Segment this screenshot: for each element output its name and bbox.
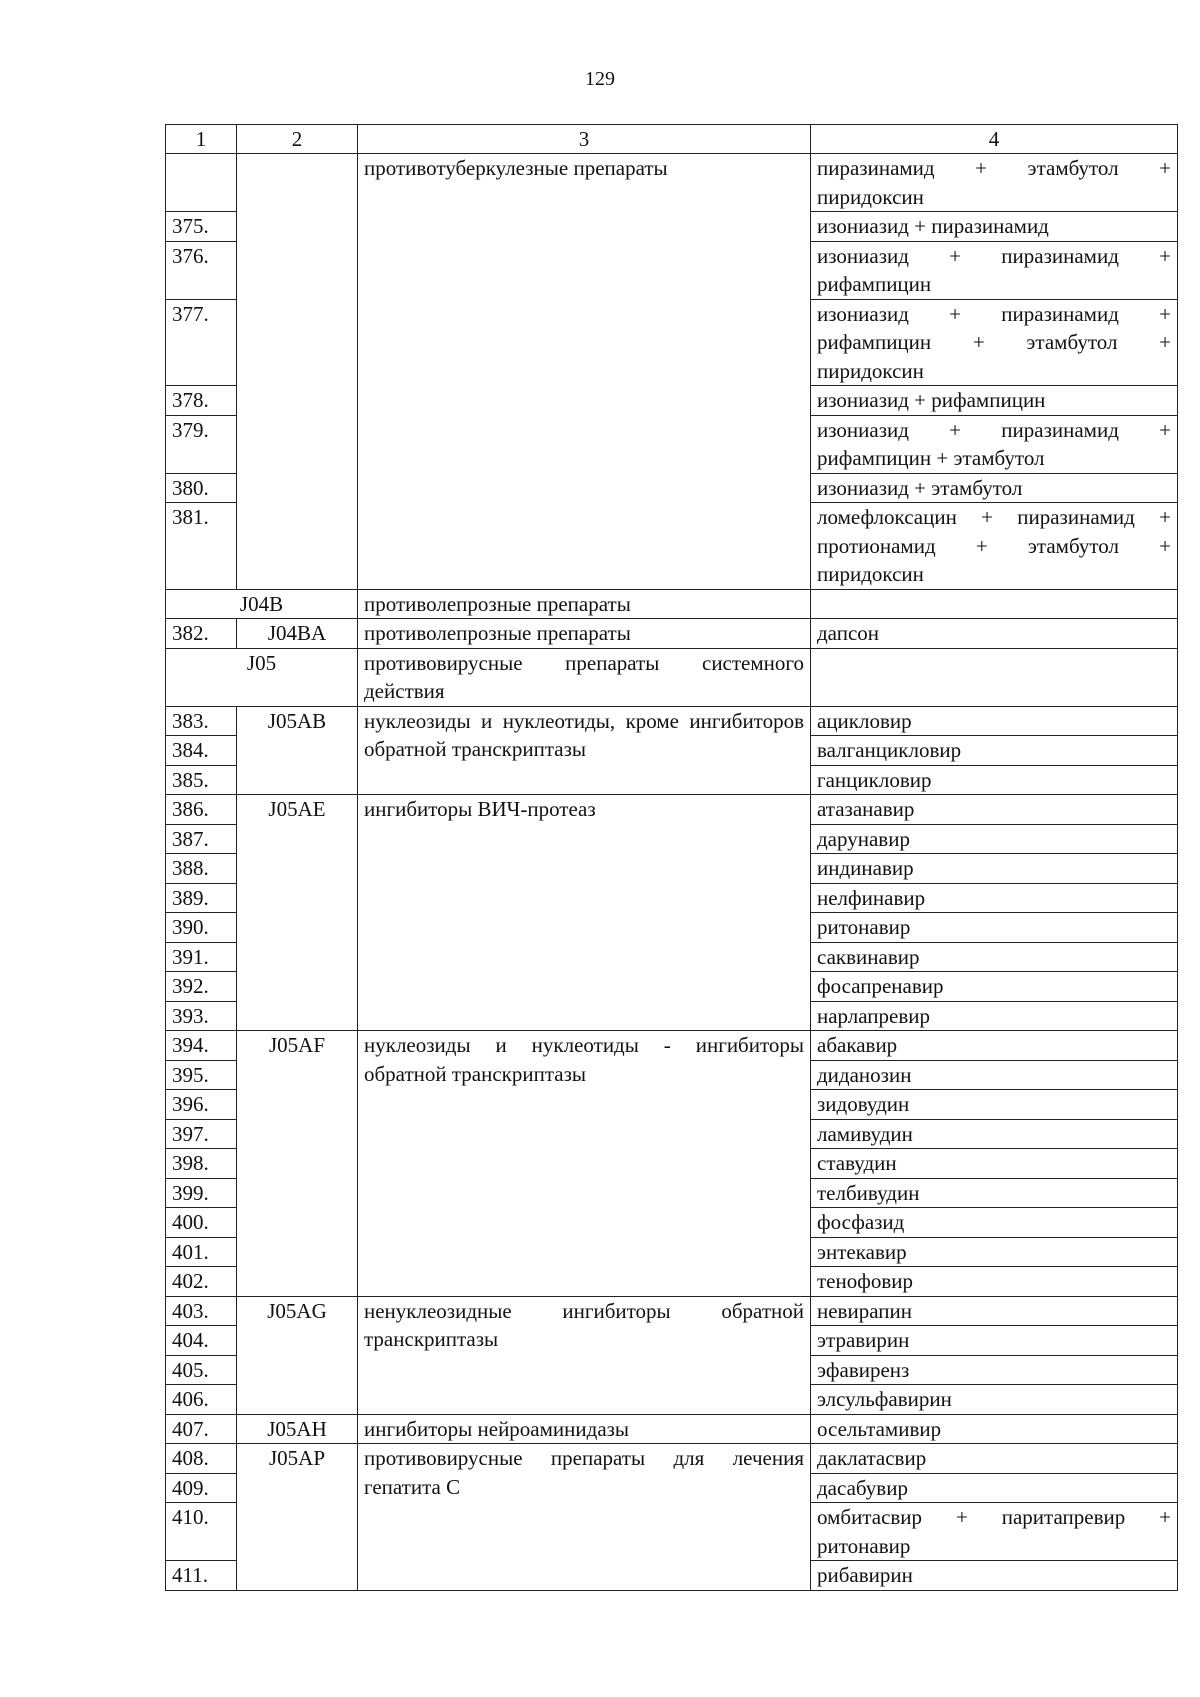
row-number: 378. bbox=[166, 386, 237, 416]
row-number: 381. bbox=[166, 503, 237, 590]
row-number: 388. bbox=[166, 854, 237, 884]
drug-cell: телбивудин bbox=[811, 1178, 1178, 1208]
drug-cell: ацикловир bbox=[811, 706, 1178, 736]
row-number: 402. bbox=[166, 1267, 237, 1297]
drug-cell: невирапин bbox=[811, 1296, 1178, 1326]
drug-cell: даклатасвир bbox=[811, 1444, 1178, 1474]
row-number: 407. bbox=[166, 1414, 237, 1444]
group-row bbox=[166, 589, 1178, 619]
row-number: 410. bbox=[166, 1503, 237, 1561]
group-code-cell: J05AH bbox=[237, 1414, 358, 1444]
group-code-cell: J05AF bbox=[237, 1031, 358, 1297]
row-number: 376. bbox=[166, 241, 237, 299]
group-desc-cell: нуклеозиды и нуклеотиды - ингибиторы обратной транскриптазы bbox=[358, 1031, 811, 1297]
group-desc-cell: противовирусные препараты системного действия bbox=[358, 648, 811, 706]
row-number: 405. bbox=[166, 1355, 237, 1385]
drug-cell: изониазид + рифампицин bbox=[811, 386, 1178, 416]
row-number: 387. bbox=[166, 824, 237, 854]
drug-cell: эфавиренз bbox=[811, 1355, 1178, 1385]
row-number: 392. bbox=[166, 972, 237, 1002]
group-desc-cell: противолепрозные препараты bbox=[358, 619, 811, 649]
drug-cell: ганцикловир bbox=[811, 765, 1178, 795]
drug-cell: рибавирин bbox=[811, 1561, 1178, 1591]
group-desc-cell: ненуклеозидные ингибиторы обратной транскриптазы bbox=[358, 1296, 811, 1414]
drug-cell: диданозин bbox=[811, 1060, 1178, 1090]
group-desc-cell: противотуберкулезные препараты bbox=[358, 154, 811, 590]
group-row bbox=[166, 648, 1178, 706]
drug-cell: ставудин bbox=[811, 1149, 1178, 1179]
row-number: 384. bbox=[166, 736, 237, 766]
header-col-3: 3 bbox=[358, 125, 811, 154]
row-number: 398. bbox=[166, 1149, 237, 1179]
group-desc-cell: ингибиторы нейроаминидазы bbox=[358, 1414, 811, 1444]
drug-cell: изониазид + пиразинамид bbox=[811, 212, 1178, 242]
drug-cell: тенофовир bbox=[811, 1267, 1178, 1297]
row-number: 380. bbox=[166, 473, 237, 503]
drug-cell: индинавир bbox=[811, 854, 1178, 884]
drug-cell: ритонавир bbox=[811, 913, 1178, 943]
drug-cell: дапсон bbox=[811, 619, 1178, 649]
drug-cell: элсульфавирин bbox=[811, 1385, 1178, 1415]
drug-cell: осельтамивир bbox=[811, 1414, 1178, 1444]
drug-cell: зидовудин bbox=[811, 1090, 1178, 1120]
header-col-2: 2 bbox=[237, 125, 358, 154]
group-desc-cell: противолепрозные препараты bbox=[358, 589, 811, 619]
row-number: 404. bbox=[166, 1326, 237, 1356]
drug-cell: пиразинамид + этамбутол + пиридоксин bbox=[811, 154, 1178, 212]
row-number: 391. bbox=[166, 942, 237, 972]
row-number: 411. bbox=[166, 1561, 237, 1591]
group-desc-cell: ингибиторы ВИЧ-протеаз bbox=[358, 795, 811, 1031]
drug-cell: дарунавир bbox=[811, 824, 1178, 854]
row-number: 406. bbox=[166, 1385, 237, 1415]
table-row bbox=[166, 619, 1178, 649]
table-row bbox=[166, 1444, 1178, 1474]
row-number: 395. bbox=[166, 1060, 237, 1090]
drug-cell: ломефлоксацин + пиразинамид + протионамид + этамбутол + пиридоксин bbox=[811, 503, 1178, 590]
table-row bbox=[166, 795, 1178, 825]
group-code-cell bbox=[237, 154, 358, 590]
row-number: 386. bbox=[166, 795, 237, 825]
header-col-1: 1 bbox=[166, 125, 237, 154]
row-number: 377. bbox=[166, 299, 237, 386]
table-row bbox=[166, 1414, 1178, 1444]
drug-cell: фосапренавир bbox=[811, 972, 1178, 1002]
group-code-cell: J05AE bbox=[237, 795, 358, 1031]
group-code-cell: J05AP bbox=[237, 1444, 358, 1591]
drug-cell: ламивудин bbox=[811, 1119, 1178, 1149]
row-number: 383. bbox=[166, 706, 237, 736]
drug-table bbox=[165, 124, 1178, 1591]
row-number: 403. bbox=[166, 1296, 237, 1326]
drug-cell: энтекавир bbox=[811, 1237, 1178, 1267]
drug-cell: изониазид + пиразинамид + рифампицин + этамбутол + пиридоксин bbox=[811, 299, 1178, 386]
row-number: 400. bbox=[166, 1208, 237, 1238]
group-code-cell: J05AB bbox=[237, 706, 358, 795]
drug-cell: нарлапревир bbox=[811, 1001, 1178, 1031]
group-code-cell: J05 bbox=[166, 648, 358, 706]
group-code-cell: J04BA bbox=[237, 619, 358, 649]
drug-cell: изониазид + пиразинамид + рифампицин bbox=[811, 241, 1178, 299]
row-number: 401. bbox=[166, 1237, 237, 1267]
drug-cell: абакавир bbox=[811, 1031, 1178, 1061]
row-number: 389. bbox=[166, 883, 237, 913]
drug-cell: атазанавир bbox=[811, 795, 1178, 825]
table-header-row bbox=[166, 125, 1178, 154]
table-row bbox=[166, 706, 1178, 736]
drug-cell: омбитасвир + паритапревир + ритонавир bbox=[811, 1503, 1178, 1561]
page-number: 129 bbox=[585, 68, 615, 90]
row-number: 375. bbox=[166, 212, 237, 242]
row-number: 396. bbox=[166, 1090, 237, 1120]
header-col-4: 4 bbox=[811, 125, 1178, 154]
row-number: 394. bbox=[166, 1031, 237, 1061]
drug-cell: этравирин bbox=[811, 1326, 1178, 1356]
drug-cell: изониазид + этамбутол bbox=[811, 473, 1178, 503]
row-number: 408. bbox=[166, 1444, 237, 1474]
table-row bbox=[166, 1296, 1178, 1326]
group-desc-cell: противовирусные препараты для лечения гепатита С bbox=[358, 1444, 811, 1591]
drug-cell: нелфинавир bbox=[811, 883, 1178, 913]
row-number: 393. bbox=[166, 1001, 237, 1031]
row-number: 379. bbox=[166, 415, 237, 473]
drug-cell: валганцикловир bbox=[811, 736, 1178, 766]
row-number: 409. bbox=[166, 1473, 237, 1503]
group-desc-cell: нуклеозиды и нуклеотиды, кроме ингибиторов обратной транскриптазы bbox=[358, 706, 811, 795]
drug-cell: дасабувир bbox=[811, 1473, 1178, 1503]
drug-cell: саквинавир bbox=[811, 942, 1178, 972]
table-row bbox=[166, 154, 1178, 212]
row-number: 382. bbox=[166, 619, 237, 649]
table-row bbox=[166, 1031, 1178, 1061]
row-number: 397. bbox=[166, 1119, 237, 1149]
drug-cell: изониазид + пиразинамид + рифампицин + этамбутол bbox=[811, 415, 1178, 473]
group-code-cell: J04B bbox=[166, 589, 358, 619]
row-number: 399. bbox=[166, 1178, 237, 1208]
row-number: 390. bbox=[166, 913, 237, 943]
group-code-cell: J05AG bbox=[237, 1296, 358, 1414]
row-number: 385. bbox=[166, 765, 237, 795]
drug-cell: фосфазид bbox=[811, 1208, 1178, 1238]
